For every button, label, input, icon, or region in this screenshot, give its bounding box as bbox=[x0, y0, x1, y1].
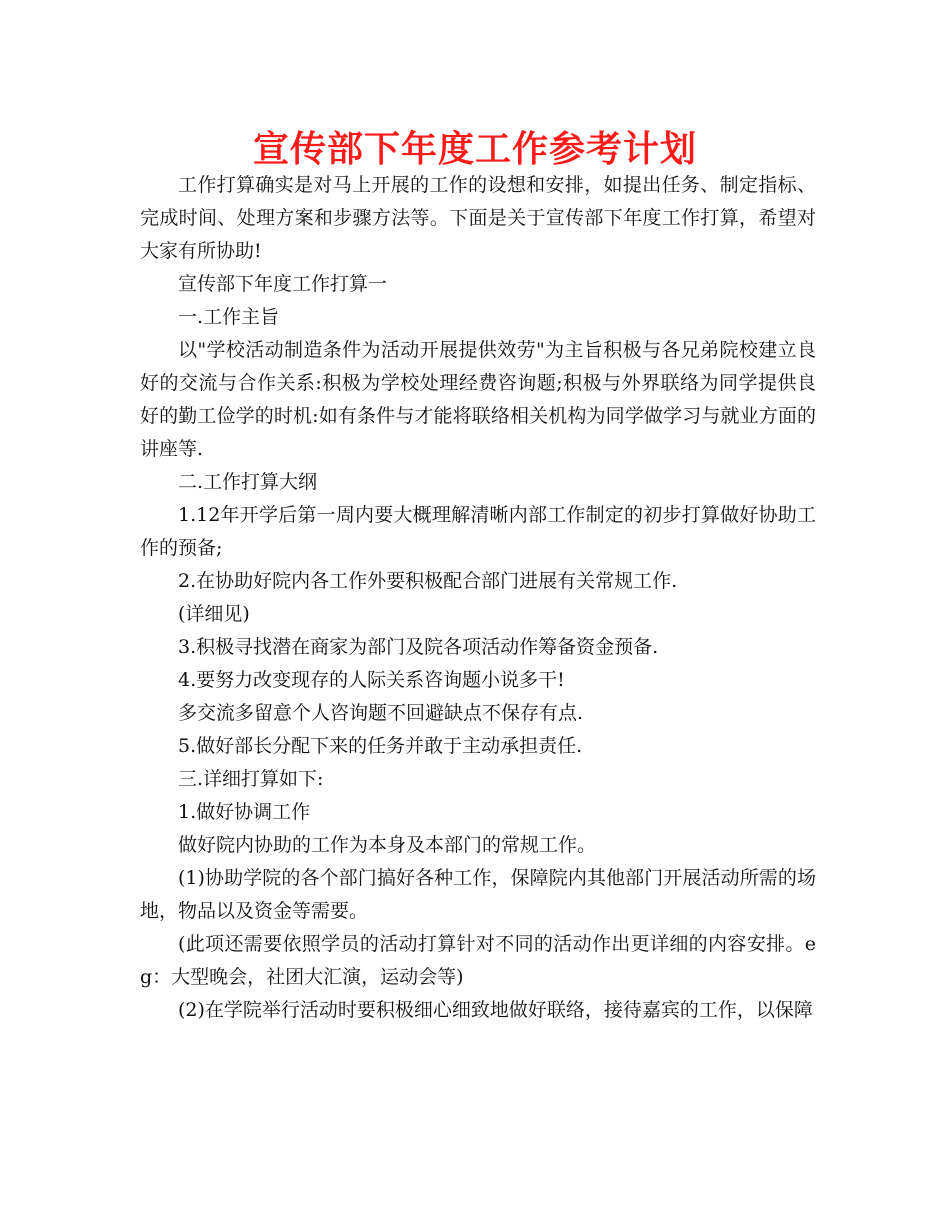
section-heading-purpose: 一.工作主旨 bbox=[178, 306, 280, 328]
outline-item-2: 2.在协助好院内各工作外要积极配合部门进展有关常规工作. bbox=[178, 570, 678, 592]
outline-item-2-note: (详细见) bbox=[178, 603, 250, 625]
outline-item-5: 5.做好部长分配下来的任务并敢于主动承担责任. bbox=[178, 735, 583, 757]
section-plan-one-heading: 宣传部下年度工作打算一 bbox=[178, 273, 388, 295]
detail-subitem-1-note: (此项还需要依照学员的活动打算针对不同的活动作出更详细的内容安排。eg：大型晚会，社团大汇演，运动会等) bbox=[140, 933, 816, 988]
detail-subitem-1: (1)协助学院的各个部门搞好各种工作，保障院内其他部门开展活动所需的场地，物品以及资金等需要。 bbox=[140, 867, 816, 922]
detail-item-1-text: 做好院内协助的工作为本身及本部门的常规工作。 bbox=[178, 834, 597, 856]
document-body bbox=[140, 169, 816, 1027]
outline-item-4: 4.要努力改变现存的人际关系咨询题小说多干! bbox=[178, 669, 565, 691]
detail-subitem-2: (2)在学院举行活动时要积极细心细致地做好联络，接待嘉宾的工作，以保障 bbox=[178, 999, 813, 1021]
section-heading-details: 三.详细打算如下: bbox=[178, 768, 324, 790]
document-title: 宣传部下年度工作参考计划 bbox=[252, 129, 697, 170]
purpose-paragraph: 以"学校活动制造条件为活动开展提供效劳"为主旨积极与各兄弟院校建立良好的交流与合作关系:积极为学校处理经费咨询题;积极与外界联络为同学提供良好的勤工俭学的时机:如有条件与才能将联络相关机构为同学做学习与就业方面的讲座等. bbox=[140, 339, 816, 460]
outline-item-3: 3.积极寻找潜在商家为部门及院各项活动作筹备资金预备. bbox=[178, 636, 659, 658]
section-heading-outline: 二.工作打算大纲 bbox=[178, 471, 318, 493]
outline-item-4-note: 多交流多留意个人咨询题不回避缺点不保存有点. bbox=[178, 702, 584, 724]
intro-paragraph: 工作打算确实是对马上开展的工作的设想和安排，如提出任务、制定指标、完成时间、处理方案和步骤方法等。下面是关于宣传部下年度工作打算，希望对大家有所协助! bbox=[140, 174, 816, 262]
detail-item-1-heading: 1.做好协调工作 bbox=[178, 801, 311, 823]
outline-item-1: 1.12年开学后第一周内要大概理解清晰内部工作制定的初步打算做好协助工作的预备; bbox=[140, 504, 816, 559]
